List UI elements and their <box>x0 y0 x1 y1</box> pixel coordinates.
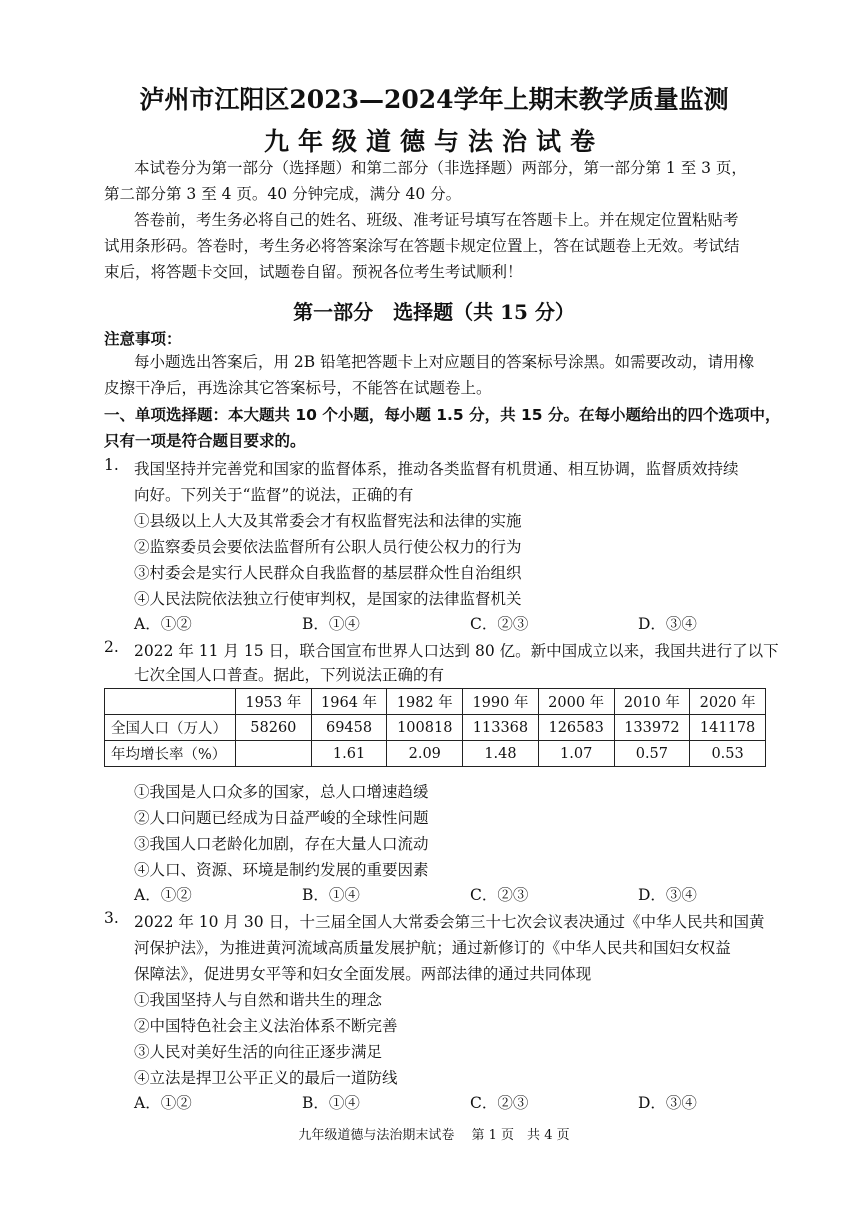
table-cell: 0.57 <box>614 741 690 767</box>
exam-subtitle: 九年级道德与法治试卷 <box>263 127 604 156</box>
table-corner-cell <box>105 689 236 715</box>
table-cell: 141178 <box>690 715 766 741</box>
table-cell: 1.48 <box>463 741 539 767</box>
q3-option-b: B．①④ <box>302 1094 360 1112</box>
q1-item-3: ③村委会是实行人民群众自我监督的基层群众性自治组织 <box>134 564 522 582</box>
table-year-cell: 1982 年 <box>387 689 463 715</box>
q1-option-a: A．①② <box>134 615 192 633</box>
table-header-row <box>105 689 766 715</box>
q1-number: 1. <box>104 456 119 474</box>
table-row-label: 全国人口（万人） <box>105 715 236 741</box>
intro-line-1: 本试卷分为第一部分（选择题）和第二部分（非选择题）两部分，第一部分第 1 至 3 页， <box>134 159 747 177</box>
notice-label: 注意事项： <box>104 330 182 348</box>
q1-stem-2: 向好。下列关于“监督”的说法，正确的有 <box>134 486 414 504</box>
table-year-cell: 2010 年 <box>614 689 690 715</box>
q2-item-1: ①我国是人口众多的国家，总人口增速趋缓 <box>134 783 429 801</box>
table-row <box>105 741 766 767</box>
q2-stem-1: 2022 年 11 月 15 日，联合国宣布世界人口达到 80 亿。新中国成立以来，我国共进行了以下 <box>134 642 779 660</box>
q1-item-1: ①县级以上人大及其常委会才有权监督宪法和法律的实施 <box>134 512 522 530</box>
page-footer: 九年级道德与法治期末试卷 第 1 页 共 4 页 <box>298 1128 570 1143</box>
table-cell: 2.09 <box>387 741 463 767</box>
table-cell: 58260 <box>236 715 312 741</box>
q2-number: 2. <box>104 638 119 656</box>
table-cell: 113368 <box>463 715 539 741</box>
table-cell: 0.53 <box>690 741 766 767</box>
q3-option-c: C．②③ <box>470 1094 529 1112</box>
q1-option-c: C．②③ <box>470 615 529 633</box>
table-year-cell: 1990 年 <box>463 689 539 715</box>
q3-item-1: ①我国坚持人与自然和谐共生的理念 <box>134 991 383 1009</box>
table-cell: 69458 <box>311 715 387 741</box>
population-table <box>104 688 766 767</box>
q2-item-4: ④人口、资源、环境是制约发展的重要因素 <box>134 861 429 879</box>
q3-option-d: D．③④ <box>638 1094 697 1112</box>
table-row <box>105 715 766 741</box>
q2-option-c: C．②③ <box>470 886 529 904</box>
intro-line-3: 答卷前，考生务必将自己的姓名、班级、准考证号填写在答题卡上。并在规定位置粘贴考 <box>134 211 739 229</box>
q3-number: 3. <box>104 909 119 927</box>
q3-stem-3: 保障法》，促进男女平等和妇女全面发展。两部法律的通过共同体现 <box>134 965 592 983</box>
table-year-cell: 2020 年 <box>690 689 766 715</box>
table-year-cell: 2000 年 <box>538 689 614 715</box>
q3-item-2: ②中国特色社会主义法治体系不断完善 <box>134 1017 398 1035</box>
exam-title: 泸州市江阳区2023—2024学年上期末教学质量监测 <box>139 85 729 114</box>
part-instruction-1: 一、单项选择题：本大题共 10 个小题，每小题 1.5 分，共 15 分。在每小题给出的四个选项中， <box>104 406 781 424</box>
intro-line-4: 试用条形码。答卷时，考生务必将答案涂写在答题卡规定位置上，答在试题卷上无效。考试结 <box>104 237 740 255</box>
intro-line-5: 束后，将答题卡交回，试题卷自留。预祝各位考生考试顺利！ <box>104 263 523 281</box>
q1-stem-1: 我国坚持并完善党和国家的监督体系，推动各类监督有机贯通、相互协调，监督质效持续 <box>134 460 739 478</box>
table-year-cell: 1964 年 <box>311 689 387 715</box>
intro-line-2: 第二部分第 3 至 4 页。40 分钟完成，满分 40 分。 <box>104 185 462 203</box>
notice-line-2: 皮擦干净后，再选涂其它答案标号，不能答在试题卷上。 <box>104 379 492 397</box>
table-cell: 133972 <box>614 715 690 741</box>
q2-option-a: A．①② <box>134 886 192 904</box>
table-cell: 1.61 <box>311 741 387 767</box>
q2-item-3: ③我国人口老龄化加剧，存在大量人口流动 <box>134 835 429 853</box>
q2-item-2: ②人口问题已经成为日益严峻的全球性问题 <box>134 809 429 827</box>
q1-item-4: ④人民法院依法独立行使审判权，是国家的法律监督机关 <box>134 590 522 608</box>
table-cell <box>236 741 312 767</box>
q3-stem-2: 河保护法》，为推进黄河流域高质量发展护航；通过新修订的《中华人民共和国妇女权益 <box>134 939 731 957</box>
q2-stem-2: 七次全国人口普查。据此，下列说法正确的有 <box>134 666 445 684</box>
q1-option-d: D．③④ <box>638 615 697 633</box>
table-cell: 1.07 <box>538 741 614 767</box>
table-cell: 126583 <box>538 715 614 741</box>
q2-option-d: D．③④ <box>638 886 697 904</box>
notice-line-1: 每小题选出答案后，用 2B 铅笔把答题卡上对应题目的答案标号涂黑。如需要改动，请用橡 <box>134 353 755 371</box>
q3-item-4: ④立法是捍卫公平正义的最后一道防线 <box>134 1069 398 1087</box>
table-row-label: 年均增长率（%） <box>105 741 236 767</box>
q1-option-b: B．①④ <box>302 615 360 633</box>
section-title: 第一部分 选择题（共 15 分） <box>293 300 575 324</box>
q3-stem-1: 2022 年 10 月 30 日，十三届全国人大常委会第三十七次会议表决通过《中华人民共和国黄 <box>134 913 765 931</box>
q3-item-3: ③人民对美好生活的向往正逐步满足 <box>134 1043 383 1061</box>
part-instruction-2: 只有一项是符合题目要求的。 <box>104 432 306 450</box>
table-year-cell: 1953 年 <box>236 689 312 715</box>
q3-option-a: A．①② <box>134 1094 192 1112</box>
q1-item-2: ②监察委员会要依法监督所有公职人员行使公权力的行为 <box>134 538 522 556</box>
q2-option-b: B．①④ <box>302 886 360 904</box>
table-cell: 100818 <box>387 715 463 741</box>
